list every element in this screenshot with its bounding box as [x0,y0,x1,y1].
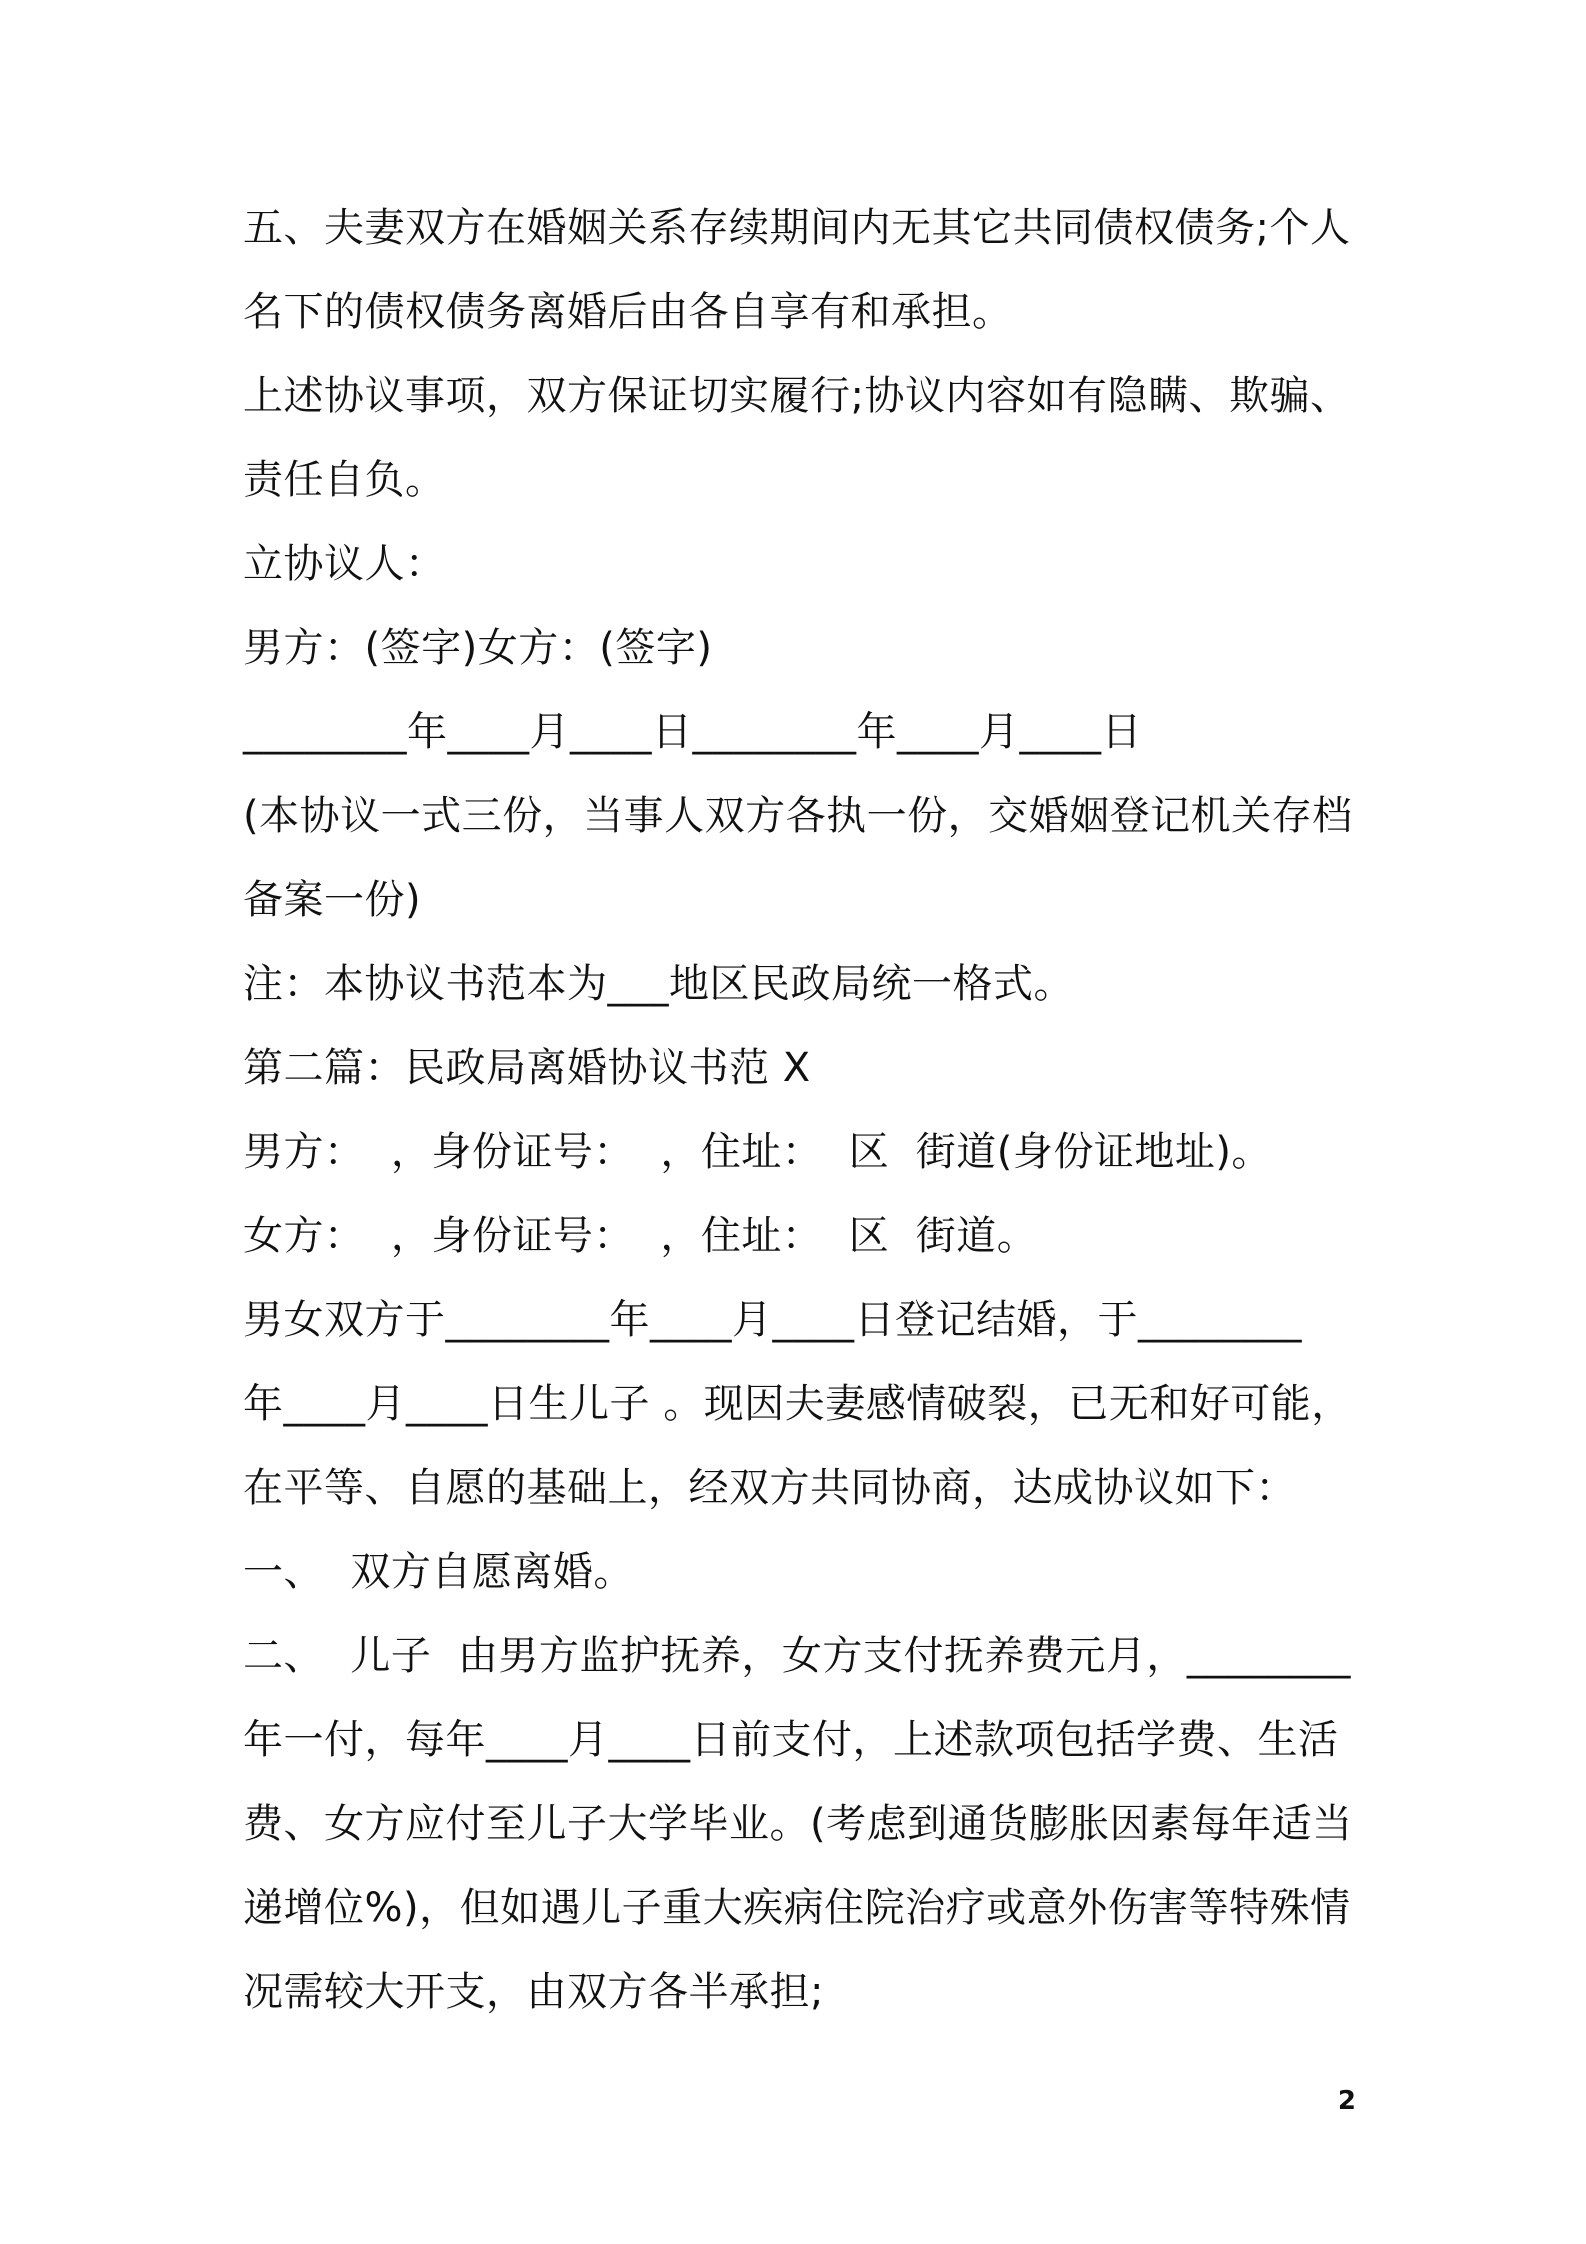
text-line: 在平等、自愿的基础上，经双方共同协商，达成协议如下： [243,1465,1296,1511]
text-line: ________年____月____日________年____月____日 [243,709,1142,755]
text-line: 备案一份) [243,877,422,923]
document-body [243,186,1351,2034]
text-line: 名下的债权债务离婚后由各自享有和承担。 [243,289,1013,335]
text-line: 女方： ，身份证号： ，住址： 区 街道。 [243,1213,1038,1259]
text-line: 一、 双方自愿离婚。 [243,1549,634,1595]
page-number: 2 [1337,2086,1356,2116]
text-line: 注：本协议书范本为___地区民政局统一格式。 [243,961,1074,1007]
text-line: 递增位%)，但如遇儿子重大疾病住院治疗或意外伤害等特殊情 [243,1885,1351,1931]
text-line: 五、夫妻双方在婚姻关系存续期间内无其它共同债权债务;个人 [243,205,1351,251]
text-line: 二、 儿子 由男方监护抚养，女方支付抚养费元月，________ [243,1633,1351,1679]
text-line: 男方： ，身份证号： ，住址： 区 街道(身份证地址)。 [243,1129,1272,1175]
text-line: 年____月____日生儿子 。现因夫妻感情破裂，已无和好可能， [243,1381,1352,1427]
text-line: 费、女方应付至儿子大学毕业。(考虑到通货膨胀因素每年适当 [243,1801,1353,1847]
text-line: 年一付，每年____月____日前支付，上述款项包括学费、生活 [243,1717,1339,1763]
text-line: 责任自负。 [243,457,446,503]
section-heading: 第二篇：民政局离婚协议书范 X [243,1045,811,1091]
text-line: (本协议一式三份，当事人双方各执一份，交婚姻登记机关存档 [243,793,1353,839]
text-line: 况需较大开支，由双方各半承担; [243,1969,824,2015]
text-line: 男女双方于________年____月____日登记结婚，于________ [243,1297,1302,1343]
text-line: 上述协议事项，双方保证切实履行;协议内容如有隐瞒、欺骗、 [243,373,1351,419]
text-line: 立协议人： [243,541,446,587]
text-line: 男方：(签字)女方：(签字) [243,625,713,671]
